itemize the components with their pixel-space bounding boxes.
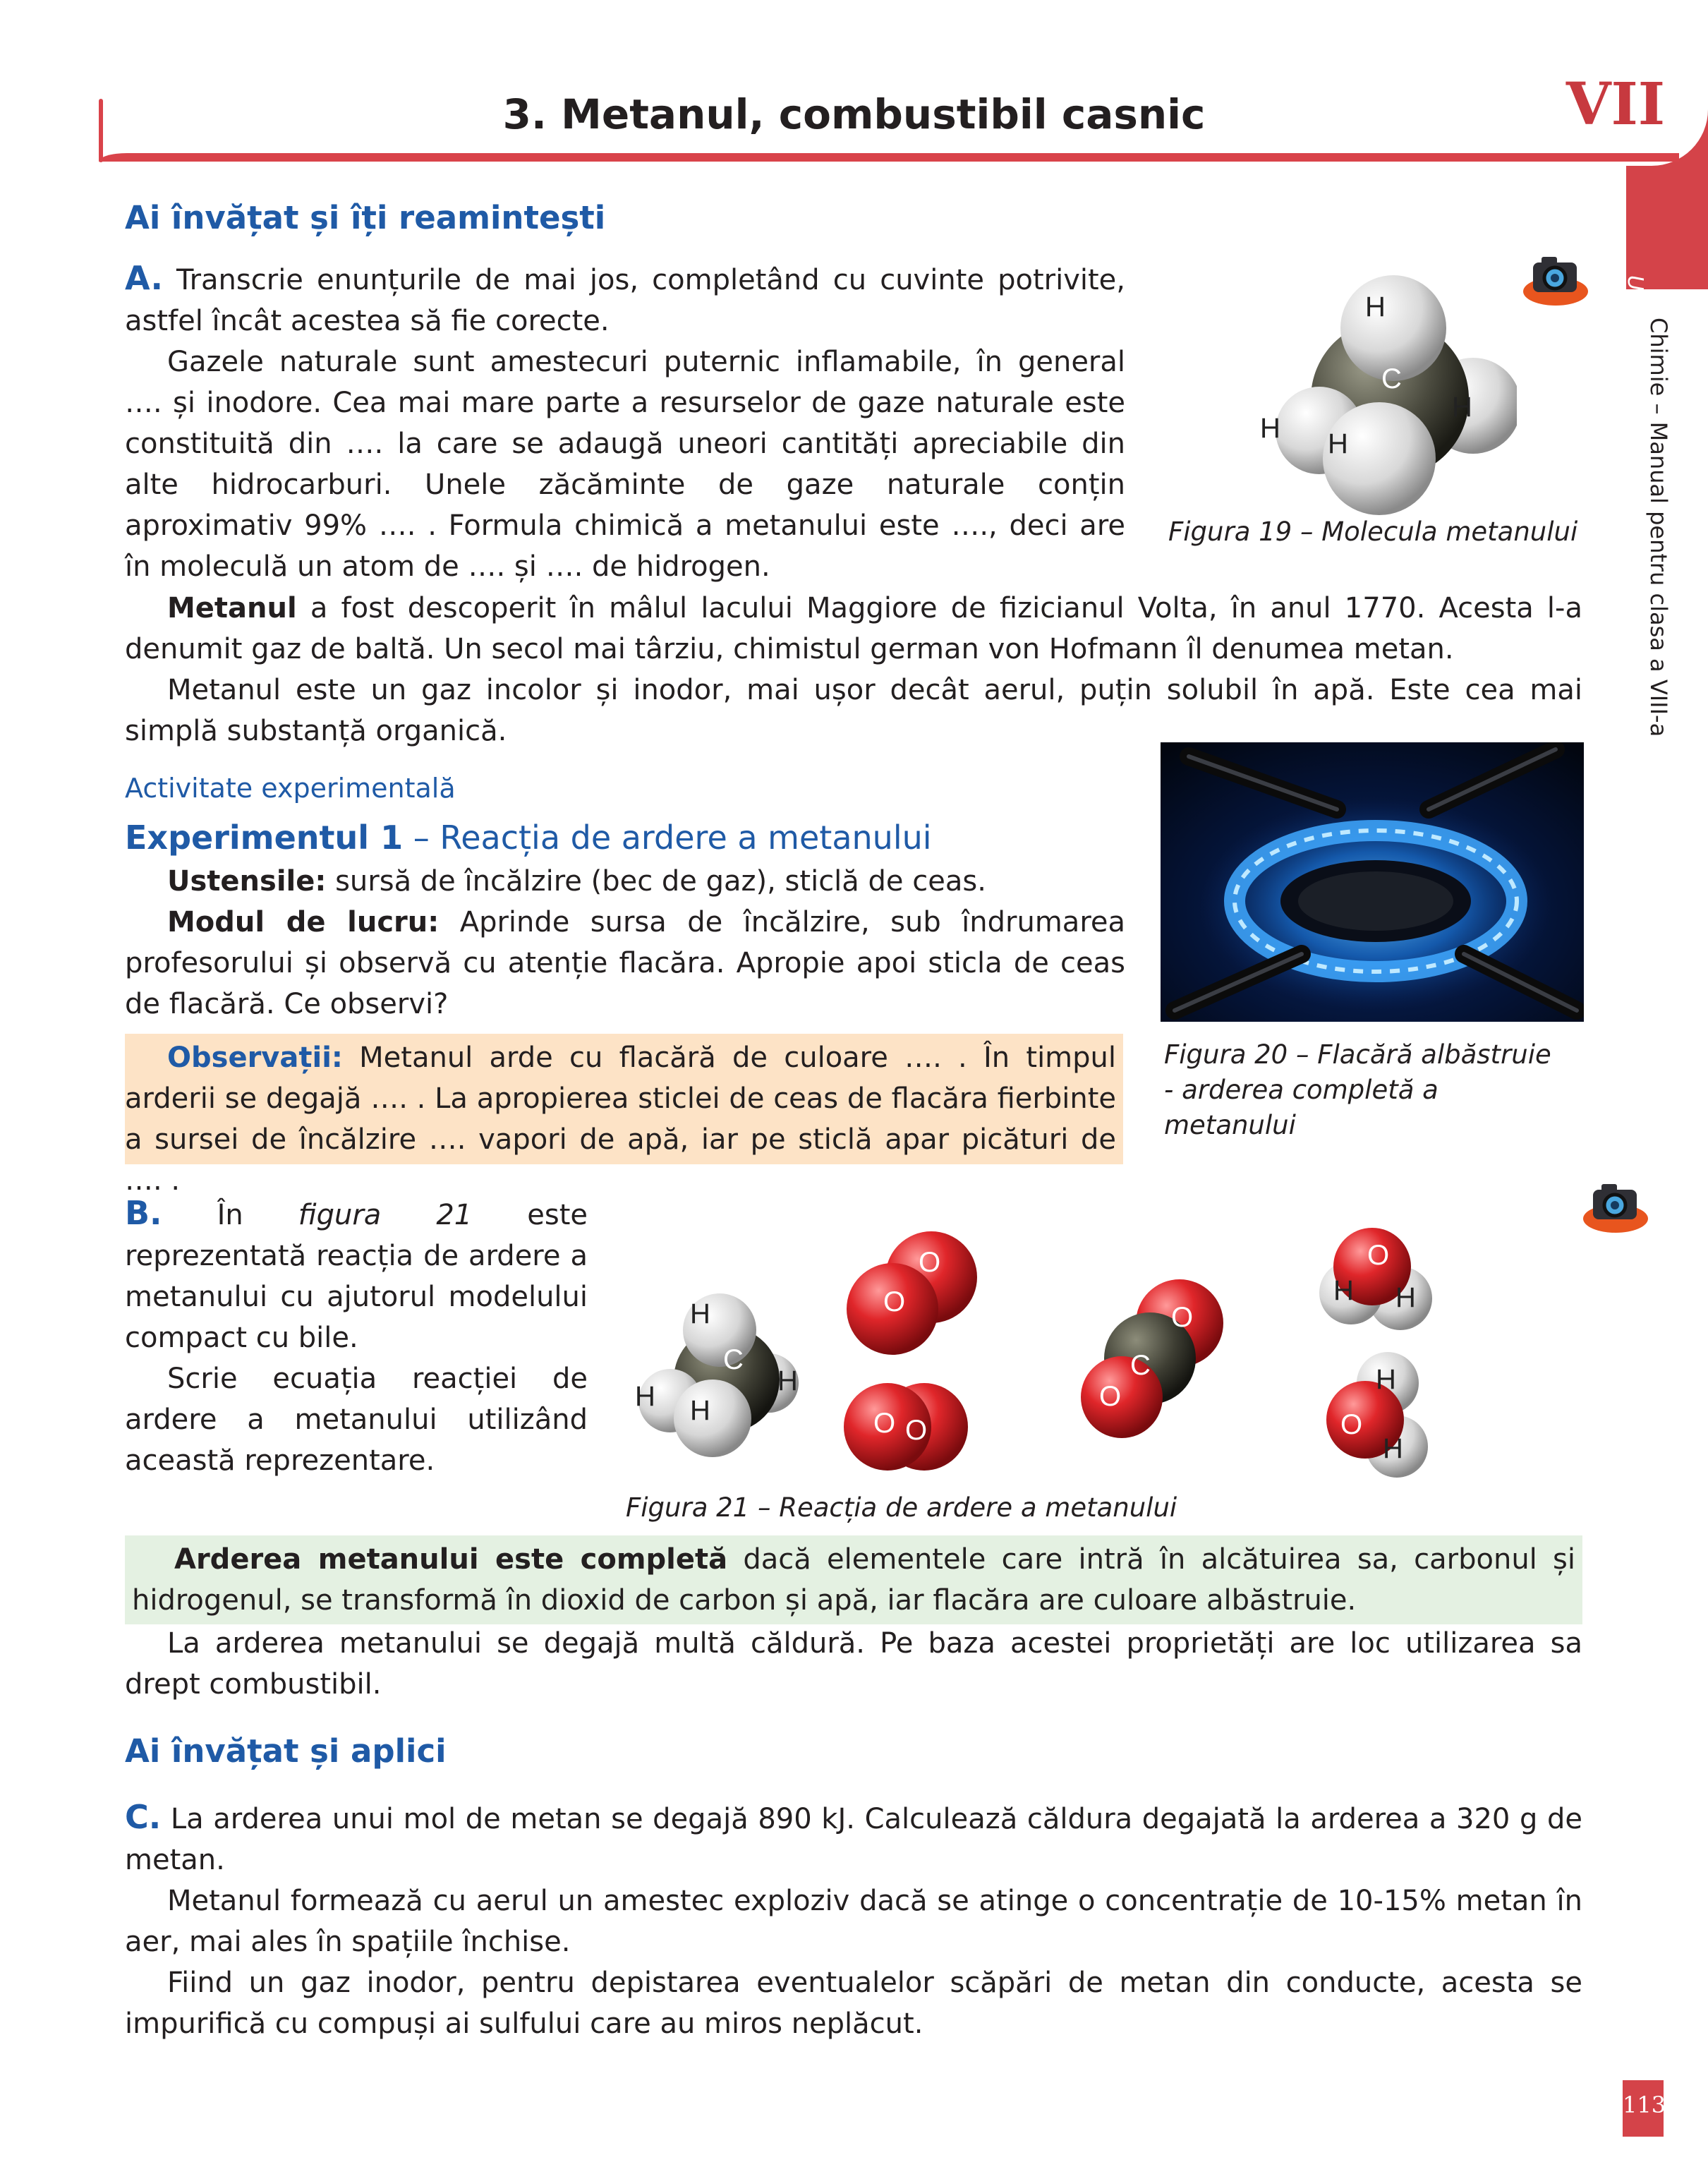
experiment-procedure <box>125 861 1125 1025</box>
exercise-letter-a: A. <box>125 259 163 297</box>
svg-text:O: O <box>905 1415 928 1446</box>
svg-text:O: O <box>1340 1409 1363 1440</box>
combustion-heat-text <box>125 1623 1582 1705</box>
activity-label: Activitate experimentală <box>125 773 456 804</box>
svg-text:H: H <box>777 1365 798 1396</box>
figure-21-caption: Figura 21 – Reacția de ardere a metanului <box>626 1492 1177 1523</box>
page-number: 113 <box>1623 2080 1664 2137</box>
atom-label: H <box>1260 413 1280 444</box>
oxygen-model <box>844 1383 968 1471</box>
exercise-a-text: Gazele naturale sunt amestecuri puternic inflamabile, în general …. și inodore. Cea mai mare parte a resurselor de gaze naturale este constituită din …. la care se adaugă uneori cantități apreciabile din alte hidrocarburi. Unele zăcăminte de gaze naturale conțin aproximativ 99% …. . Formula chimică a metanului este …., deci are în moleculă un atom de …. și …. de hidrogen. <box>125 346 1125 583</box>
experiment-number: Experimentul 1 <box>125 819 404 857</box>
svg-text:H: H <box>1383 1433 1403 1464</box>
modul-label: Modul de lucru: <box>167 906 440 938</box>
figure-19-caption: Figura 19 – Molecula metanului <box>1168 517 1578 547</box>
camera-icon <box>1580 1180 1651 1236</box>
svg-text:O: O <box>883 1286 906 1317</box>
experiment-name: – Reacția de ardere a metanului <box>403 819 932 857</box>
exercise-letter-c: C. <box>125 1798 162 1836</box>
definition-bold: Arderea metanului este completă <box>174 1543 728 1576</box>
carbon-dioxide-model <box>1081 1279 1223 1438</box>
figure-20-caption: Figura 20 – Flacără albăstruie - arderea completă a metanului <box>1164 1039 1551 1140</box>
svg-text:H: H <box>690 1395 710 1426</box>
unit-number: VII <box>1565 71 1666 138</box>
svg-text:H: H <box>1333 1275 1354 1306</box>
oxygen-model <box>847 1231 977 1355</box>
exercise-letter-b: B. <box>125 1194 162 1232</box>
section-heading-apply: Ai învățat și aplici <box>125 1732 447 1770</box>
atom-label: H <box>1328 428 1348 459</box>
svg-text:C: C <box>723 1344 744 1375</box>
svg-text:C: C <box>1130 1350 1151 1381</box>
odorant-text: Fiind un gaz inodor, pentru depistarea eventualelor scăpări de metan din conducte, acesta se impurifică cu compuși ai sulfului care au miros neplăcut. <box>125 1967 1582 2040</box>
methane-model <box>635 1293 799 1457</box>
svg-text:H: H <box>635 1381 655 1412</box>
exercise-c-block <box>125 1797 1582 2044</box>
observations-text-block <box>125 1037 1116 1201</box>
ustensile-label: Ustensile: <box>167 865 327 898</box>
water-model <box>1319 1228 1432 1330</box>
ustensile-text: sursă de încălzire (bec de gaz), sticlă de ceas. <box>326 865 986 898</box>
exercise-c-text: La arderea unui mol de metan se degajă 890 kJ. Calculează căldura degajată la arderea a 320 g de metan. <box>125 1803 1582 1876</box>
observations-label: Observații: <box>167 1042 343 1074</box>
svg-text:O: O <box>873 1408 896 1439</box>
svg-text:O: O <box>919 1247 941 1278</box>
methane-bold: Metanul <box>167 592 297 624</box>
page-title: 3. Metanul, combustibil casnic <box>502 90 1206 138</box>
unit-label: Unitatea <box>1623 275 1647 366</box>
atom-label: H <box>1452 392 1472 423</box>
exercise-b-text: este reprezentată reacția de ardere a metanului cu ajutorul modelului compact cu bile. <box>125 1199 588 1354</box>
observations-text: Metanul arde cu flacără de culoare …. . În timpul arderii se degajă …. . La apropierea sticlei de ceas de flacăra fierbinte a sursei de încălzire …. vapori de apă, iar pe sticlă apar picături de …. . <box>125 1042 1116 1197</box>
methane-history <box>125 588 1582 751</box>
exercise-a-intro: Transcrie enunțurile de mai jos, completând cu cuvinte potrivite, astfel încât acestea să fie corecte. <box>125 264 1125 337</box>
svg-text:O: O <box>1171 1302 1194 1333</box>
combustion-heat-paragraph: La arderea metanului se degajă multă căldură. Pe baza acestei proprietăți are loc utilizarea sa drept combustibil. <box>125 1627 1582 1701</box>
svg-text:O: O <box>1099 1381 1122 1412</box>
exercise-a-block <box>125 258 1125 587</box>
methane-history-text: a fost descoperit în mâlul lacului Maggiore de fizicianul Volta, în anul 1770. Acesta l-a denumit gaz de baltă. Un secol mai târziu, chimistul german von Hofmann îl denumea metan. <box>125 592 1582 665</box>
atom-label: H <box>1365 291 1386 322</box>
exercise-b-block <box>125 1193 588 1481</box>
svg-text:H: H <box>690 1298 710 1329</box>
experiment-title <box>125 819 932 857</box>
exercise-b-task: Scrie ecuația reacției de ardere a metanului utilizând această reprezentare. <box>125 1363 588 1477</box>
exercise-b-text-pre: În <box>162 1199 298 1231</box>
section-heading-remember: Ai învățat și îți reamintești <box>125 199 606 236</box>
water-model <box>1326 1352 1428 1478</box>
camera-icon <box>1520 253 1591 309</box>
definition-text: dacă elementele care intră în alcătuirea sa, carbonul și hidrogenul, se transformă în dioxid de carbon și apă, iar flacăra are culoare albăstruie. <box>132 1543 1575 1617</box>
gas-flame-photo <box>1161 742 1584 1022</box>
book-title: Chimie – Manual pentru clasa a VIII-a <box>1645 318 1672 737</box>
svg-text:H: H <box>1395 1282 1416 1313</box>
methane-molecule-figure <box>1249 268 1517 522</box>
atom-label: C <box>1381 363 1402 394</box>
svg-text:O: O <box>1367 1240 1390 1271</box>
methane-properties: Metanul este un gaz incolor și inodor, mai ușor decât aerul, puțin solubil în apă. Este cea mai simplă substanță organică. <box>125 674 1582 747</box>
header-rule <box>99 153 1679 162</box>
figure-21-reference: figura 21 <box>298 1199 473 1231</box>
modul-text: Aprinde sursa de încălzire, sub îndrumarea profesorului și observă cu atenție flacăra. Apropie apoi sticla de ceas de flacără. Ce observi? <box>125 906 1125 1020</box>
explosive-mixture-text: Metanul formează cu aerul un amestec exploziv dacă se atinge o concentrație de 10-15% metan în aer, mai ales în spațiile închise. <box>125 1885 1582 1958</box>
combustion-reaction-figure <box>628 1221 1545 1489</box>
complete-combustion-definition <box>132 1539 1575 1621</box>
svg-text:H: H <box>1376 1364 1396 1395</box>
